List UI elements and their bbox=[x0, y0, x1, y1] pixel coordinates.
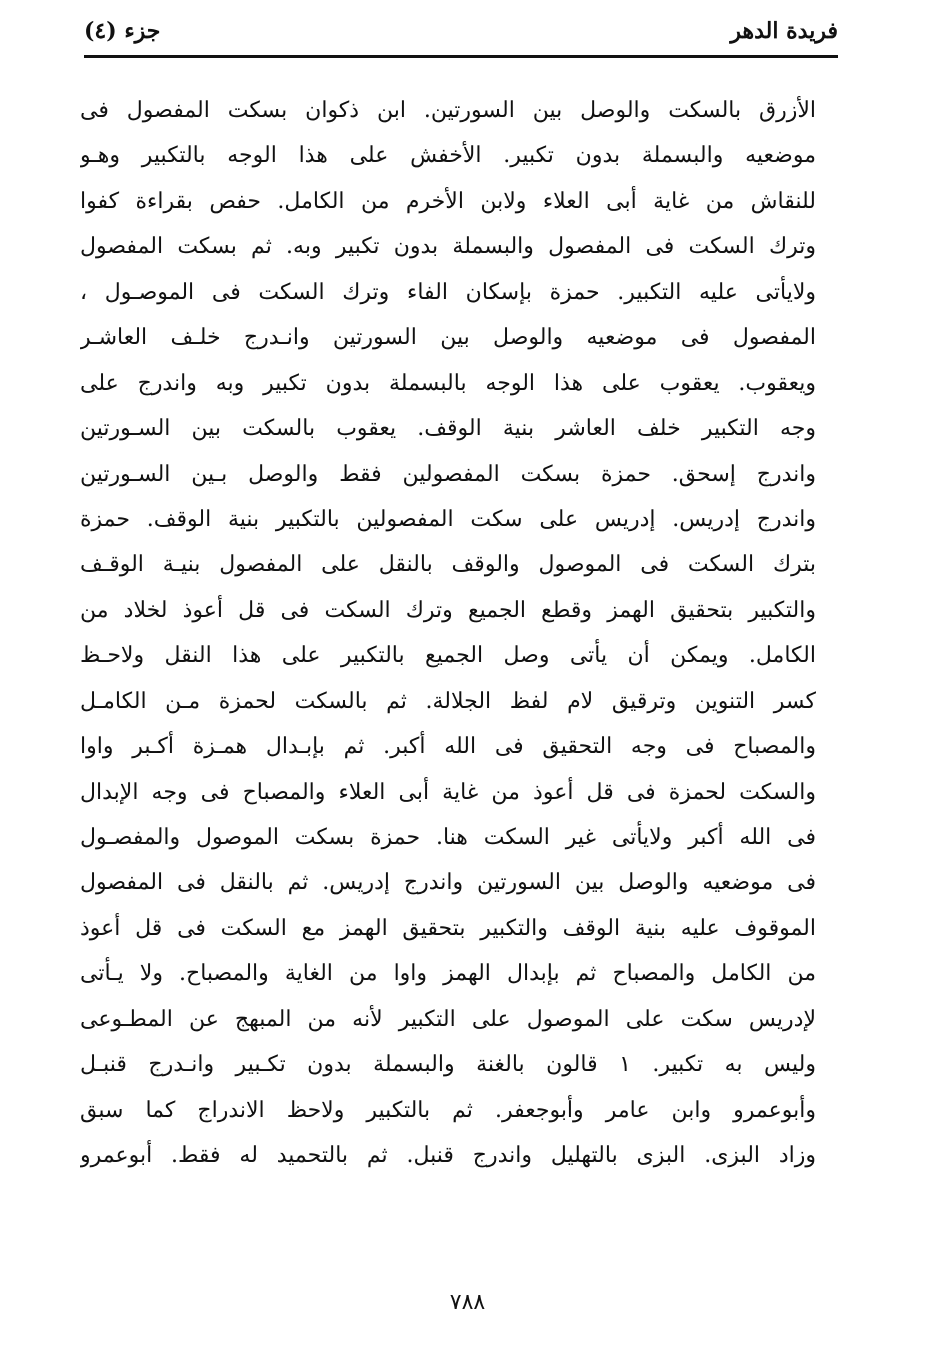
text-line-21: لإدريس سكت على الموصول على التكبير لأنه من المبهج عن المطـوعى bbox=[80, 1006, 816, 1032]
text-line-8: وجه التكبير خلف العاشر بنية الوقف. يعقوب بالسكت بين السـورتين bbox=[80, 416, 816, 442]
text-line-12: والتكبير بتحقيق الهمز وقطع الجميع وترك السكت فى قل أعوذ لخلاد من bbox=[80, 597, 816, 623]
text-line-3: للنقاش من غاية أبى العلاء ولابن الأخرم من الكامل. حفص بقراءة كفوا bbox=[80, 188, 816, 214]
volume-label: جزء (٤) bbox=[84, 18, 161, 44]
text-line-7: ويعقوب. يعقوب على هذا الوجه بالبسملة بدون تكبير وبه واندرج على bbox=[80, 370, 816, 396]
body-text bbox=[80, 88, 816, 1258]
text-line-15: والمصباح فى وجه التحقيق فى الله أكبر. ثم بإبـدال همـزة أكـبر واوا bbox=[80, 734, 816, 760]
text-line-13: الكامل. ويمكن أن يأتى وصل الجميع بالتكبير على هذا النقل ولاحـظ bbox=[80, 643, 816, 669]
text-line-1: الأزرق بالسكت والوصل بين السورتين. ابن ذكوان بسكت المفصول فى bbox=[80, 98, 816, 123]
text-line-10: واندرج إدريس. إدريس على سكت المفصولين بالتكبير بنية الوقف. حمزة bbox=[80, 506, 816, 532]
text-line-23: وأبوعمرو وابن عامر وأبوجعفر. ثم بالتكبير ولاحظ الاندراج كما سبق bbox=[80, 1097, 816, 1123]
text-line-16: والسكت لحمزة فى قل أعوذ من غاية أبى العلاء والمصباح فى وجه الإبدال bbox=[80, 779, 816, 805]
text-line-17: فى الله أكبر ولايأتى غير السكت هنا. حمزة بسكت الموصول والمفصـول bbox=[80, 825, 816, 850]
text-line-18: فى موضعيه والوصل بين السورتين واندرج إدريس. ثم بالنقل فى المفصول bbox=[80, 870, 816, 896]
text-line-6: المفصول فى موضعيه والوصل بين السورتين وانـدرج خلـف العاشـر bbox=[80, 325, 816, 351]
text-line-5: ولايأتى عليه التكبير. حمزة بإسكان الفاء وترك السكت فى الموصـول ، bbox=[80, 279, 816, 305]
text-line-19: الموقوف عليه بنية الوقف والتكبير بتحقيق الهمز مع السكت فى قل أعوذ bbox=[80, 915, 816, 941]
text-line-4: وترك السكت فى المفصول والبسملة بدون تكبير وبه. ثم بسكت المفصول bbox=[80, 234, 816, 260]
text-line-2: موضعيه والبسملة بدون تكبير. الأخفش على هذا الوجه بالتكبير وهـو bbox=[80, 143, 816, 169]
text-line-9: واندرج إسحق. حمزة بسكت المفصولين فقط والوصل بـين السـورتين bbox=[80, 461, 816, 487]
text-line-22: وليس به تكبير. ١ قالون بالغنة والبسملة بدون تكـبير وانـدرج قنبـل bbox=[80, 1052, 816, 1078]
text-line-11: بترك السكت فى الموصول والوقف بالنقل على المفصول بنيـة الوقـف bbox=[80, 552, 816, 578]
text-line-20: من الكامل والمصباح ثم بإبدال الهمز واوا من الغاية والمصباح. ولا يـأتى bbox=[80, 961, 816, 987]
page-header bbox=[84, 12, 838, 52]
text-line-24: وزاد البزى. البزى بالتهليل واندرج قنبل. ثم بالتحميد له فقط. أبوعمرو bbox=[80, 1143, 816, 1169]
book-title: فريدة الدهر bbox=[730, 18, 838, 44]
text-line-14: كسر التنوين وترقيق لام لفظ الجلالة. ثم بالسكت لحمزة مـن الكامـل bbox=[80, 688, 816, 714]
page-number: ٧٨٨ bbox=[449, 1290, 486, 1315]
header-divider bbox=[84, 55, 838, 58]
